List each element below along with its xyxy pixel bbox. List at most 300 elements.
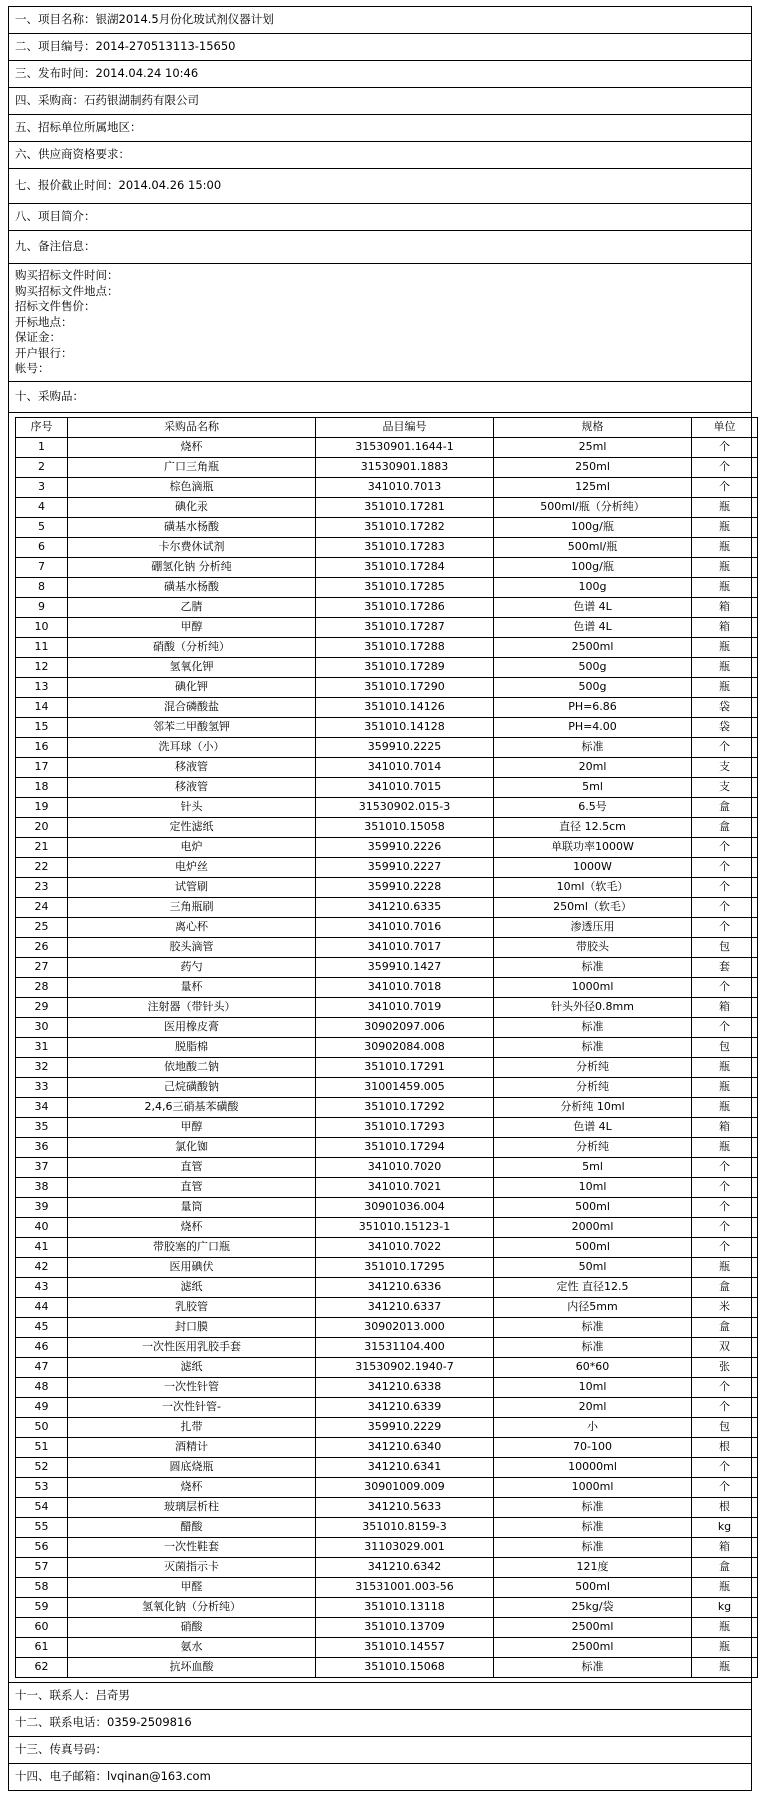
remark-line-buy-place: 购买招标文件地点： xyxy=(15,283,119,298)
supplier-qualification-label: 六、供应商资格要求： xyxy=(15,147,130,162)
table-row xyxy=(16,1297,758,1317)
goods-cell-name: 一次性鞋套 xyxy=(68,1537,316,1557)
goods-cell-name: 混合磷酸盐 xyxy=(68,697,316,717)
goods-cell-no: 17 xyxy=(16,757,68,777)
goods-cell-unit: 袋 xyxy=(692,697,758,717)
goods-cell-name: 扎带 xyxy=(68,1417,316,1437)
goods-cell-no: 44 xyxy=(16,1297,68,1317)
goods-cell-code: 341010.7020 xyxy=(316,1157,494,1177)
table-row xyxy=(16,857,758,877)
goods-cell-no: 3 xyxy=(16,477,68,497)
goods-cell-name: 己烷磺酸钠 xyxy=(68,1077,316,1097)
goods-cell-name: 烧杯 xyxy=(68,437,316,457)
table-row xyxy=(16,657,758,677)
goods-cell-name: 试管刷 xyxy=(68,877,316,897)
row-remark-label xyxy=(9,231,752,264)
goods-cell-code: 351010.15058 xyxy=(316,817,494,837)
table-row xyxy=(16,517,758,537)
table-row xyxy=(16,1217,758,1237)
goods-cell-no: 4 xyxy=(16,497,68,517)
goods-cell-unit: 个 xyxy=(692,877,758,897)
table-row xyxy=(16,1437,758,1457)
table-row xyxy=(16,1117,758,1137)
goods-cell-no: 41 xyxy=(16,1237,68,1257)
goods-cell-name: 甲醇 xyxy=(68,617,316,637)
goods-cell-unit: kg xyxy=(692,1597,758,1617)
goods-cell-spec: 色谱 4L xyxy=(494,597,692,617)
goods-cell-no: 18 xyxy=(16,777,68,797)
row-remark-lines xyxy=(9,264,752,382)
goods-cell-unit: 瓶 xyxy=(692,497,758,517)
goods-table xyxy=(15,417,758,1678)
goods-cell-code: 341210.6336 xyxy=(316,1277,494,1297)
goods-cell-code: 31001459.005 xyxy=(316,1077,494,1097)
goods-cell-spec: 2000ml xyxy=(494,1217,692,1237)
goods-cell-unit: 套 xyxy=(692,957,758,977)
row-quote-deadline xyxy=(9,169,752,204)
goods-cell-spec: 10ml xyxy=(494,1177,692,1197)
goods-cell-spec: 分析纯 xyxy=(494,1057,692,1077)
goods-cell-no: 15 xyxy=(16,717,68,737)
goods-section-label: 十、采购品： xyxy=(15,388,84,403)
goods-cell-no: 60 xyxy=(16,1617,68,1637)
goods-cell-code: 31531104.400 xyxy=(316,1337,494,1357)
goods-cell-code: 351010.13118 xyxy=(316,1597,494,1617)
goods-cell-name: 一次性针管- xyxy=(68,1397,316,1417)
goods-cell-code: 359910.2226 xyxy=(316,837,494,857)
goods-cell-unit: 米 xyxy=(692,1297,758,1317)
goods-cell-unit: 个 xyxy=(692,1017,758,1037)
goods-cell-name: 离心杯 xyxy=(68,917,316,937)
goods-cell-unit: 个 xyxy=(692,977,758,997)
project-number-cell xyxy=(9,34,752,61)
goods-cell-no: 16 xyxy=(16,737,68,757)
goods-cell-code: 351010.17291 xyxy=(316,1057,494,1077)
goods-cell-no: 28 xyxy=(16,977,68,997)
goods-cell-no: 22 xyxy=(16,857,68,877)
goods-cell-spec: 标准 xyxy=(494,1037,692,1057)
project-name-label: 一、项目名称： xyxy=(15,12,96,27)
goods-cell-spec: 5ml xyxy=(494,1157,692,1177)
goods-cell-unit: 包 xyxy=(692,937,758,957)
table-row xyxy=(16,1477,758,1497)
goods-cell-name: 依地酸二钠 xyxy=(68,1057,316,1077)
table-row xyxy=(16,1137,758,1157)
goods-cell-name: 药勺 xyxy=(68,957,316,977)
goods-cell-no: 52 xyxy=(16,1457,68,1477)
goods-cell-spec: 色谱 4L xyxy=(494,617,692,637)
goods-cell-unit: 瓶 xyxy=(692,657,758,677)
goods-cell-spec: 50ml xyxy=(494,1257,692,1277)
quote-deadline-cell xyxy=(9,169,752,204)
table-row xyxy=(16,1577,758,1597)
goods-cell-spec: 10ml（软毛） xyxy=(494,877,692,897)
remark-line-deposit: 保证金： xyxy=(15,330,61,345)
goods-cell-code: 351010.17292 xyxy=(316,1097,494,1117)
goods-col-unit: 单位 xyxy=(692,417,758,437)
table-row xyxy=(16,1497,758,1517)
goods-cell-spec: 小 xyxy=(494,1417,692,1437)
table-row xyxy=(16,1337,758,1357)
goods-cell-name: 胶头滴管 xyxy=(68,937,316,957)
goods-cell-no: 25 xyxy=(16,917,68,937)
goods-cell-code: 351010.8159-3 xyxy=(316,1517,494,1537)
goods-cell-code: 341010.7014 xyxy=(316,757,494,777)
goods-cell-name: 滤纸 xyxy=(68,1277,316,1297)
goods-cell-spec: 2500ml xyxy=(494,1617,692,1637)
remark-line-bank: 开户银行： xyxy=(15,345,73,360)
table-row xyxy=(16,817,758,837)
project-name-cell xyxy=(9,7,752,34)
goods-cell-spec: 500ml xyxy=(494,1237,692,1257)
goods-cell-unit: 个 xyxy=(692,1177,758,1197)
goods-cell-code: 341010.7013 xyxy=(316,477,494,497)
goods-cell-no: 45 xyxy=(16,1317,68,1337)
goods-col-name: 采购品名称 xyxy=(68,417,316,437)
goods-cell-no: 58 xyxy=(16,1577,68,1597)
goods-cell-no: 49 xyxy=(16,1397,68,1417)
purchaser-value: 石药银湖制药有限公司 xyxy=(84,93,199,108)
goods-cell-no: 12 xyxy=(16,657,68,677)
goods-cell-name: 乳胶管 xyxy=(68,1297,316,1317)
row-email xyxy=(9,1763,752,1790)
goods-cell-spec: 带胶头 xyxy=(494,937,692,957)
publish-time-value: 2014.04.24 10:46 xyxy=(95,66,199,81)
goods-cell-code: 359910.2228 xyxy=(316,877,494,897)
quote-deadline-label: 七、报价截止时间： xyxy=(15,178,119,193)
table-row xyxy=(16,1157,758,1177)
goods-cell-name: 移液管 xyxy=(68,757,316,777)
goods-cell-code: 351010.17288 xyxy=(316,637,494,657)
goods-cell-unit: kg xyxy=(692,1517,758,1537)
table-row xyxy=(16,1097,758,1117)
goods-col-spec: 规格 xyxy=(494,417,692,437)
goods-cell-code: 351010.14557 xyxy=(316,1637,494,1657)
goods-cell-code: 341010.7015 xyxy=(316,777,494,797)
goods-cell-code: 341210.6339 xyxy=(316,1397,494,1417)
goods-cell-no: 37 xyxy=(16,1157,68,1177)
table-row xyxy=(16,637,758,657)
goods-cell-name: 玻璃层析柱 xyxy=(68,1497,316,1517)
table-row xyxy=(16,557,758,577)
table-row xyxy=(16,1417,758,1437)
row-contact-phone xyxy=(9,1709,752,1736)
goods-cell-name: 注射器（带针头） xyxy=(68,997,316,1017)
project-name-value: 银湖2014.5月份化玻试剂仪器计划 xyxy=(95,12,274,27)
goods-cell-unit: 根 xyxy=(692,1437,758,1457)
email-label: 十四、电子邮箱： xyxy=(15,1768,107,1783)
goods-cell-unit: 个 xyxy=(692,737,758,757)
table-row xyxy=(16,1357,758,1377)
table-row xyxy=(16,957,758,977)
goods-cell-unit: 瓶 xyxy=(692,1097,758,1117)
goods-body xyxy=(16,437,758,1677)
goods-cell-unit: 瓶 xyxy=(692,637,758,657)
table-row xyxy=(16,1057,758,1077)
goods-cell-name: 氢氧化钾 xyxy=(68,657,316,677)
goods-cell-no: 56 xyxy=(16,1537,68,1557)
supplier-qualification-cell xyxy=(9,142,752,169)
goods-cell-spec: 6.5号 xyxy=(494,797,692,817)
table-row xyxy=(16,1237,758,1257)
goods-cell-unit: 盒 xyxy=(692,797,758,817)
goods-cell-spec: 100g xyxy=(494,577,692,597)
goods-cell-code: 351010.17285 xyxy=(316,577,494,597)
goods-cell-no: 42 xyxy=(16,1257,68,1277)
goods-cell-unit: 瓶 xyxy=(692,1137,758,1157)
goods-cell-code: 351010.15068 xyxy=(316,1657,494,1677)
project-number-label: 二、项目编号： xyxy=(15,39,96,54)
goods-cell-code: 341210.6335 xyxy=(316,897,494,917)
goods-cell-spec: 1000ml xyxy=(494,1477,692,1497)
goods-cell-code: 30902097.006 xyxy=(316,1017,494,1037)
goods-cell-code: 359910.1427 xyxy=(316,957,494,977)
goods-cell-no: 19 xyxy=(16,797,68,817)
goods-cell-unit: 根 xyxy=(692,1497,758,1517)
goods-cell-spec: 标准 xyxy=(494,1337,692,1357)
table-row xyxy=(16,917,758,937)
goods-cell-no: 30 xyxy=(16,1017,68,1037)
row-goods-table xyxy=(9,412,752,1682)
table-row xyxy=(16,577,758,597)
contact-person-label: 十一、联系人： xyxy=(15,1687,96,1702)
goods-cell-no: 50 xyxy=(16,1417,68,1437)
goods-cell-unit: 支 xyxy=(692,777,758,797)
goods-cell-name: 洗耳球（小） xyxy=(68,737,316,757)
goods-cell-name: 三角瓶刷 xyxy=(68,897,316,917)
table-row xyxy=(16,997,758,1017)
goods-cell-code: 31530902.1940-7 xyxy=(316,1357,494,1377)
table-row xyxy=(16,1177,758,1197)
goods-cell-unit: 包 xyxy=(692,1037,758,1057)
goods-cell-unit: 瓶 xyxy=(692,1617,758,1637)
goods-cell-no: 2 xyxy=(16,457,68,477)
goods-cell-unit: 个 xyxy=(692,437,758,457)
goods-cell-no: 8 xyxy=(16,577,68,597)
table-row xyxy=(16,1037,758,1057)
table-row xyxy=(16,1537,758,1557)
table-row xyxy=(16,1397,758,1417)
table-row xyxy=(16,1017,758,1037)
goods-cell-unit: 箱 xyxy=(692,597,758,617)
bid-unit-region-cell xyxy=(9,115,752,142)
goods-cell-spec: 60*60 xyxy=(494,1357,692,1377)
goods-cell-name: 针头 xyxy=(68,797,316,817)
goods-cell-code: 341010.7018 xyxy=(316,977,494,997)
goods-cell-no: 46 xyxy=(16,1337,68,1357)
goods-cell-name: 氢氧化钠（分析纯） xyxy=(68,1597,316,1617)
goods-cell-code: 359910.2229 xyxy=(316,1417,494,1437)
goods-cell-code: 31530902.015-3 xyxy=(316,797,494,817)
goods-cell-name: 邻苯二甲酸氢钾 xyxy=(68,717,316,737)
table-row xyxy=(16,697,758,717)
goods-cell-no: 57 xyxy=(16,1557,68,1577)
goods-cell-unit: 个 xyxy=(692,477,758,497)
goods-cell-name: 圆底烧瓶 xyxy=(68,1457,316,1477)
goods-cell-name: 乙腈 xyxy=(68,597,316,617)
goods-cell-unit: 包 xyxy=(692,1417,758,1437)
goods-cell-unit: 个 xyxy=(692,857,758,877)
goods-cell-no: 5 xyxy=(16,517,68,537)
goods-cell-spec: 渗透压用 xyxy=(494,917,692,937)
goods-cell-unit: 瓶 xyxy=(692,1577,758,1597)
goods-cell-code: 351010.15123-1 xyxy=(316,1217,494,1237)
goods-cell-name: 甲醇 xyxy=(68,1117,316,1137)
goods-cell-name: 硝酸 xyxy=(68,1617,316,1637)
goods-cell-spec: PH=6.86 xyxy=(494,697,692,717)
goods-cell-spec: 内径5mm xyxy=(494,1297,692,1317)
goods-cell-unit: 个 xyxy=(692,897,758,917)
goods-cell-spec: 125ml xyxy=(494,477,692,497)
goods-cell-code: 341210.6340 xyxy=(316,1437,494,1457)
announcement-table xyxy=(8,6,752,1791)
remark-line-account: 帐号： xyxy=(15,361,50,376)
goods-cell-name: 电炉丝 xyxy=(68,857,316,877)
row-project-name xyxy=(9,7,752,34)
goods-cell-name: 封口膜 xyxy=(68,1317,316,1337)
goods-cell-unit: 瓶 xyxy=(692,537,758,557)
goods-cell-code: 351010.14128 xyxy=(316,717,494,737)
goods-cell-spec: 500g xyxy=(494,657,692,677)
goods-cell-name: 氨水 xyxy=(68,1637,316,1657)
goods-cell-spec: 分析纯 xyxy=(494,1077,692,1097)
goods-cell-code: 351010.17284 xyxy=(316,557,494,577)
goods-cell-name: 烧杯 xyxy=(68,1217,316,1237)
goods-cell-no: 53 xyxy=(16,1477,68,1497)
goods-header-row xyxy=(16,417,758,437)
table-row xyxy=(16,1557,758,1577)
goods-cell-no: 10 xyxy=(16,617,68,637)
goods-cell-unit: 瓶 xyxy=(692,577,758,597)
goods-cell-no: 62 xyxy=(16,1657,68,1677)
goods-cell-spec: 10ml xyxy=(494,1377,692,1397)
goods-cell-code: 341010.7022 xyxy=(316,1237,494,1257)
goods-cell-code: 31531001.003-56 xyxy=(316,1577,494,1597)
goods-cell-spec: 500ml xyxy=(494,1197,692,1217)
table-row xyxy=(16,937,758,957)
goods-cell-unit: 个 xyxy=(692,1217,758,1237)
goods-cell-no: 55 xyxy=(16,1517,68,1537)
goods-cell-spec: 100g/瓶 xyxy=(494,517,692,537)
goods-cell-no: 26 xyxy=(16,937,68,957)
row-supplier-qualification xyxy=(9,142,752,169)
project-number-value: 2014-270513113-15650 xyxy=(95,39,236,54)
goods-cell-spec: 分析纯 xyxy=(494,1137,692,1157)
quote-deadline-value: 2014.04.26 15:00 xyxy=(118,178,222,193)
goods-cell-no: 21 xyxy=(16,837,68,857)
goods-cell-no: 36 xyxy=(16,1137,68,1157)
table-row xyxy=(16,1597,758,1617)
goods-cell-unit: 箱 xyxy=(692,997,758,1017)
table-row xyxy=(16,757,758,777)
goods-cell-code: 351010.17281 xyxy=(316,497,494,517)
goods-table-cell xyxy=(9,412,752,1682)
goods-cell-no: 51 xyxy=(16,1437,68,1457)
goods-cell-unit: 袋 xyxy=(692,717,758,737)
table-row xyxy=(16,1197,758,1217)
goods-cell-code: 351010.17282 xyxy=(316,517,494,537)
goods-cell-name: 滤纸 xyxy=(68,1357,316,1377)
goods-cell-no: 24 xyxy=(16,897,68,917)
goods-cell-name: 灭菌指示卡 xyxy=(68,1557,316,1577)
row-goods-label xyxy=(9,381,752,412)
table-row xyxy=(16,897,758,917)
goods-cell-no: 35 xyxy=(16,1117,68,1137)
goods-cell-unit: 瓶 xyxy=(692,1657,758,1677)
row-publish-time xyxy=(9,61,752,88)
table-row xyxy=(16,1257,758,1277)
goods-cell-code: 341210.6338 xyxy=(316,1377,494,1397)
table-row xyxy=(16,677,758,697)
goods-cell-code: 31103029.001 xyxy=(316,1537,494,1557)
goods-cell-no: 6 xyxy=(16,537,68,557)
goods-cell-spec: 250ml（软毛） xyxy=(494,897,692,917)
goods-cell-spec: 20ml xyxy=(494,757,692,777)
goods-cell-name: 广口三角瓶 xyxy=(68,457,316,477)
goods-cell-no: 13 xyxy=(16,677,68,697)
goods-cell-code: 30902084.008 xyxy=(316,1037,494,1057)
goods-cell-code: 351010.13709 xyxy=(316,1617,494,1637)
goods-cell-unit: 个 xyxy=(692,1397,758,1417)
goods-cell-no: 34 xyxy=(16,1097,68,1117)
goods-cell-unit: 个 xyxy=(692,1157,758,1177)
table-row xyxy=(16,1377,758,1397)
goods-cell-spec: 1000ml xyxy=(494,977,692,997)
goods-cell-code: 341010.7016 xyxy=(316,917,494,937)
goods-cell-name: 酒精计 xyxy=(68,1437,316,1457)
goods-cell-spec: 定性 直径12.5 xyxy=(494,1277,692,1297)
goods-cell-spec: 单联功率1000W xyxy=(494,837,692,857)
purchaser-cell xyxy=(9,88,752,115)
goods-cell-no: 9 xyxy=(16,597,68,617)
goods-label-cell xyxy=(9,381,752,412)
email-cell xyxy=(9,1763,752,1790)
goods-cell-spec: 分析纯 10ml xyxy=(494,1097,692,1117)
goods-cell-name: 一次性针管 xyxy=(68,1377,316,1397)
table-row xyxy=(16,477,758,497)
goods-cell-name: 带胶塞的广口瓶 xyxy=(68,1237,316,1257)
row-contact-person xyxy=(9,1682,752,1709)
goods-cell-no: 23 xyxy=(16,877,68,897)
table-row xyxy=(16,777,758,797)
table-row xyxy=(16,537,758,557)
goods-cell-name: 甲醛 xyxy=(68,1577,316,1597)
goods-cell-code: 351010.14126 xyxy=(316,697,494,717)
goods-cell-spec: 标准 xyxy=(494,1657,692,1677)
contact-person-value: 吕奇男 xyxy=(95,1687,130,1702)
table-row xyxy=(16,1277,758,1297)
goods-cell-unit: 盒 xyxy=(692,1277,758,1297)
goods-cell-spec: 121度 xyxy=(494,1557,692,1577)
goods-cell-unit: 瓶 xyxy=(692,1057,758,1077)
goods-cell-unit: 盒 xyxy=(692,817,758,837)
goods-cell-no: 20 xyxy=(16,817,68,837)
goods-cell-name: 医用碘伏 xyxy=(68,1257,316,1277)
goods-cell-spec: 70-100 xyxy=(494,1437,692,1457)
project-intro-cell xyxy=(9,204,752,231)
goods-cell-unit: 箱 xyxy=(692,1537,758,1557)
goods-cell-unit: 盒 xyxy=(692,1317,758,1337)
contact-phone-cell xyxy=(9,1709,752,1736)
goods-cell-code: 359910.2227 xyxy=(316,857,494,877)
table-row xyxy=(16,877,758,897)
goods-cell-spec: 500ml/瓶 xyxy=(494,537,692,557)
goods-cell-unit: 瓶 xyxy=(692,1637,758,1657)
remark-line-buy-time: 购买招标文件时间： xyxy=(15,268,119,282)
goods-cell-name: 抗坏血酸 xyxy=(68,1657,316,1677)
goods-cell-no: 47 xyxy=(16,1357,68,1377)
goods-cell-no: 31 xyxy=(16,1037,68,1057)
